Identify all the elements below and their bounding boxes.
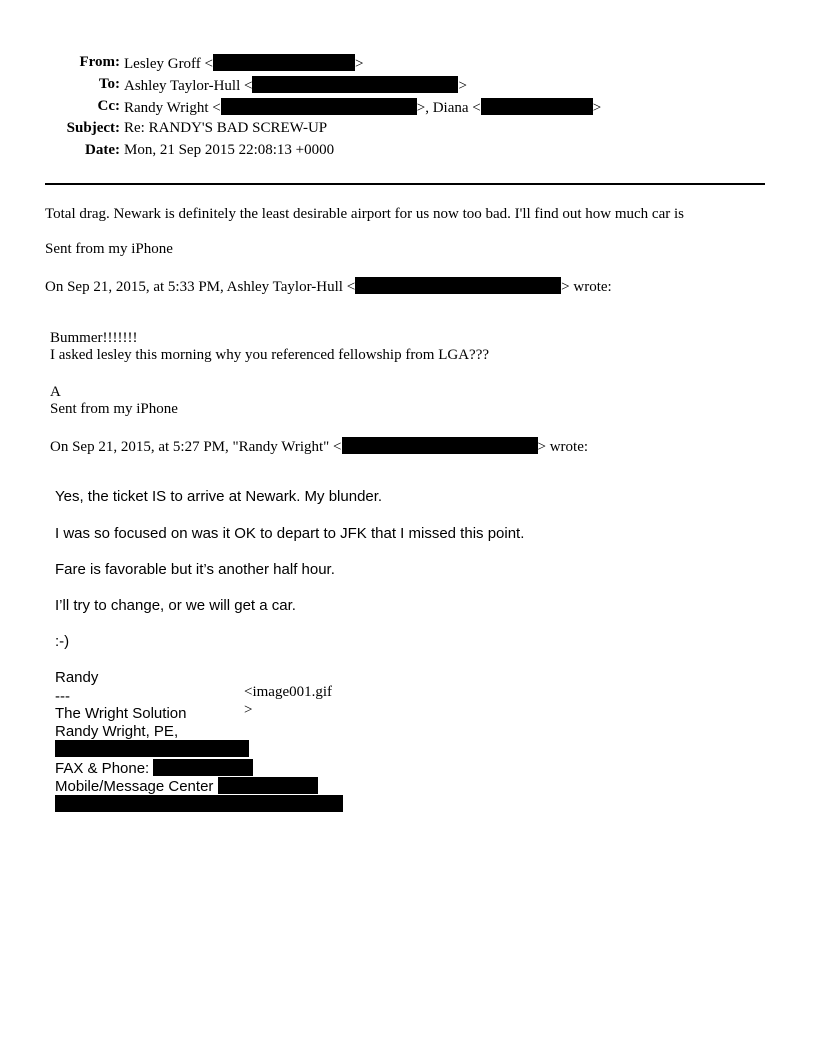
redaction-box bbox=[481, 98, 593, 115]
redaction-box bbox=[55, 740, 249, 757]
signature-mobile bbox=[55, 777, 318, 795]
subject-label: Subject: bbox=[66, 120, 120, 136]
angle-close: > bbox=[592, 100, 602, 116]
to-value bbox=[124, 76, 467, 95]
cc-separator: >, Diana < bbox=[416, 100, 481, 116]
signature-title: Randy Wright, PE, bbox=[55, 723, 179, 740]
quote-suffix: > wrote: bbox=[537, 439, 589, 455]
redaction-box bbox=[355, 277, 561, 294]
redaction-box bbox=[55, 795, 343, 812]
quote-prefix: On Sep 21, 2015, at 5:27 PM, "Randy Wright" < bbox=[50, 439, 342, 455]
sent-from-signature: Sent from my iPhone bbox=[45, 241, 173, 257]
quote-suffix: > wrote: bbox=[561, 279, 612, 295]
quote-attribution bbox=[45, 277, 612, 296]
message-text: :-) bbox=[55, 633, 70, 650]
message-text: Yes, the ticket IS to arrive at Newark. My blunder. bbox=[55, 488, 383, 505]
signature-dashes: --- bbox=[55, 688, 70, 705]
message-text: Fare is favorable but it’s another half hour. bbox=[55, 561, 335, 578]
cc-value bbox=[124, 98, 601, 117]
redaction-box bbox=[153, 759, 253, 776]
attachment-placeholder: <image001.gif bbox=[244, 684, 333, 700]
message-text: I was so focused on was it OK to depart to JFK that I missed this point. bbox=[55, 525, 525, 542]
signature-name: Randy bbox=[55, 669, 99, 686]
date-value: Mon, 21 Sep 2015 22:08:13 +0000 bbox=[124, 142, 335, 158]
attachment-placeholder-end: > bbox=[244, 702, 253, 718]
cc-label: Cc: bbox=[97, 98, 120, 114]
to-label: To: bbox=[98, 76, 120, 92]
mobile-label: Mobile/Message Center bbox=[55, 778, 218, 795]
fax-label: FAX & Phone: bbox=[55, 760, 154, 777]
from-name: Lesley Groff < bbox=[124, 56, 213, 72]
angle-close: > bbox=[458, 78, 467, 94]
message-text: A bbox=[50, 384, 61, 400]
quote-prefix: On Sep 21, 2015, at 5:33 PM, Ashley Taylor-Hull < bbox=[45, 279, 356, 295]
date-label: Date: bbox=[85, 142, 120, 158]
cc-name-1: Randy Wright < bbox=[124, 100, 221, 116]
message-text: I’ll try to change, or we will get a car. bbox=[55, 597, 296, 614]
sent-from-signature: Sent from my iPhone bbox=[50, 401, 178, 417]
header-divider bbox=[45, 183, 765, 185]
redaction-box bbox=[218, 777, 318, 794]
from-label: From: bbox=[79, 54, 120, 70]
redaction-box bbox=[213, 54, 355, 71]
redaction-box bbox=[252, 76, 458, 93]
from-value bbox=[124, 54, 363, 73]
signature-fax bbox=[55, 759, 253, 777]
quote-attribution bbox=[50, 437, 588, 456]
redaction-box bbox=[221, 98, 417, 115]
message-text: I asked lesley this morning why you referenced fellowship from LGA??? bbox=[50, 347, 490, 363]
message-text: Bummer!!!!!!! bbox=[50, 330, 138, 346]
signature-company: The Wright Solution bbox=[55, 705, 187, 722]
message-text: Total drag. Newark is definitely the least desirable airport for us now too bad. I'll find out how much car is bbox=[45, 206, 684, 222]
to-name: Ashley Taylor-Hull < bbox=[124, 78, 253, 94]
redaction-box bbox=[342, 437, 538, 454]
subject-value: Re: RANDY'S BAD SCREW-UP bbox=[124, 120, 328, 136]
angle-close: > bbox=[355, 56, 364, 72]
